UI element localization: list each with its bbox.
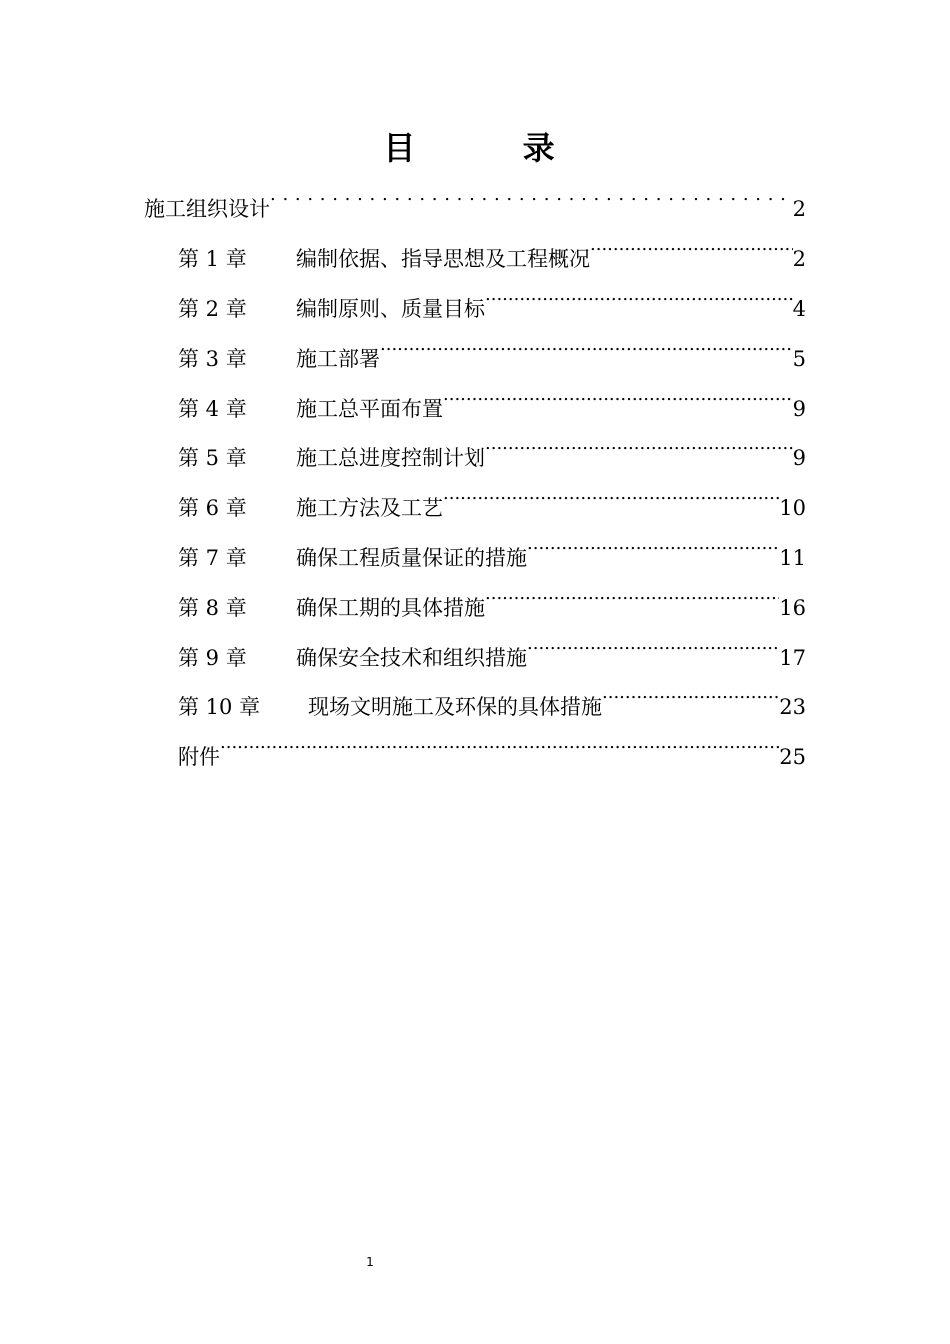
toc-page-number: 9 [792,397,806,421]
toc-leader-dots [485,286,793,316]
toc-entry-text: 施工组织设计 [144,197,270,221]
toc-entry-chapter-10[interactable] [178,684,806,722]
toc-leader-dots [485,435,793,465]
toc-entry-text: 施工部署 [296,347,380,371]
toc-page-number: 4 [792,297,806,321]
toc-page-number: 25 [779,745,806,769]
toc-entry-text: 施工总平面布置 [296,397,443,421]
toc-leader-dots [485,585,779,615]
toc-entry-chapter-2[interactable] [178,286,806,324]
toc-leader-dots [602,684,779,714]
toc-title: 目 录 [383,129,603,167]
toc-leader-dots [443,386,793,416]
toc-entry-text: 附件 [178,745,220,769]
toc-entry-chapter-3[interactable] [178,336,806,374]
toc-entry-chapter-9[interactable] [178,635,806,673]
toc-entry-top[interactable] [144,186,806,224]
toc-chapter-label: 第 7 章 [178,546,247,570]
toc-page-number: 23 [779,695,806,719]
toc-leader-dots [527,635,779,665]
toc-page-number: 2 [792,197,806,221]
toc-chapter-label: 第 10 章 [178,695,261,719]
toc-page-number: 2 [792,247,806,271]
toc-chapter-label: 第 9 章 [178,646,247,670]
toc-chapter-label: 第 6 章 [178,496,247,520]
toc-entry-appendix[interactable] [178,734,806,772]
toc-page-number: 10 [779,496,806,520]
toc-entry-chapter-5[interactable] [178,435,806,473]
toc-entry-chapter-6[interactable] [178,485,806,523]
toc-leader-dots [443,485,779,515]
toc-entry-chapter-8[interactable] [178,585,806,623]
toc-entry-text: 施工总进度控制计划 [296,446,485,470]
toc-chapter-label: 第 3 章 [178,347,247,371]
toc-leader-dots [270,186,793,216]
toc-chapter-label: 第 1 章 [178,247,247,271]
toc-chapter-label: 第 4 章 [178,397,247,421]
toc-entry-chapter-7[interactable] [178,535,806,573]
toc-entry-text: 确保安全技术和组织措施 [296,646,527,670]
toc-entry-chapter-4[interactable] [178,386,806,424]
toc-chapter-label: 第 2 章 [178,297,247,321]
toc-leader-dots [380,336,793,366]
toc-page-number: 5 [792,347,806,371]
toc-entry-text: 施工方法及工艺 [296,496,443,520]
toc-entry-text: 确保工期的具体措施 [296,596,485,620]
toc-entry-chapter-1[interactable] [178,236,806,274]
toc-entry-text: 现场文明施工及环保的具体措施 [308,695,602,719]
toc-chapter-label: 第 8 章 [178,596,247,620]
toc-chapter-label: 第 5 章 [178,446,247,470]
toc-page-number: 17 [779,646,806,670]
footer-page-number: 1 [366,1255,374,1269]
toc-page-number: 16 [779,596,806,620]
toc-entry-text: 编制原则、质量目标 [296,297,485,321]
toc-page-number: 11 [779,546,806,570]
toc-page-number: 9 [792,446,806,470]
toc-entry-text: 编制依据、指导思想及工程概况 [296,247,590,271]
toc-leader-dots [220,734,779,764]
toc-leader-dots [527,535,779,565]
toc-entry-text: 确保工程质量保证的措施 [296,546,527,570]
toc-leader-dots [590,236,793,266]
